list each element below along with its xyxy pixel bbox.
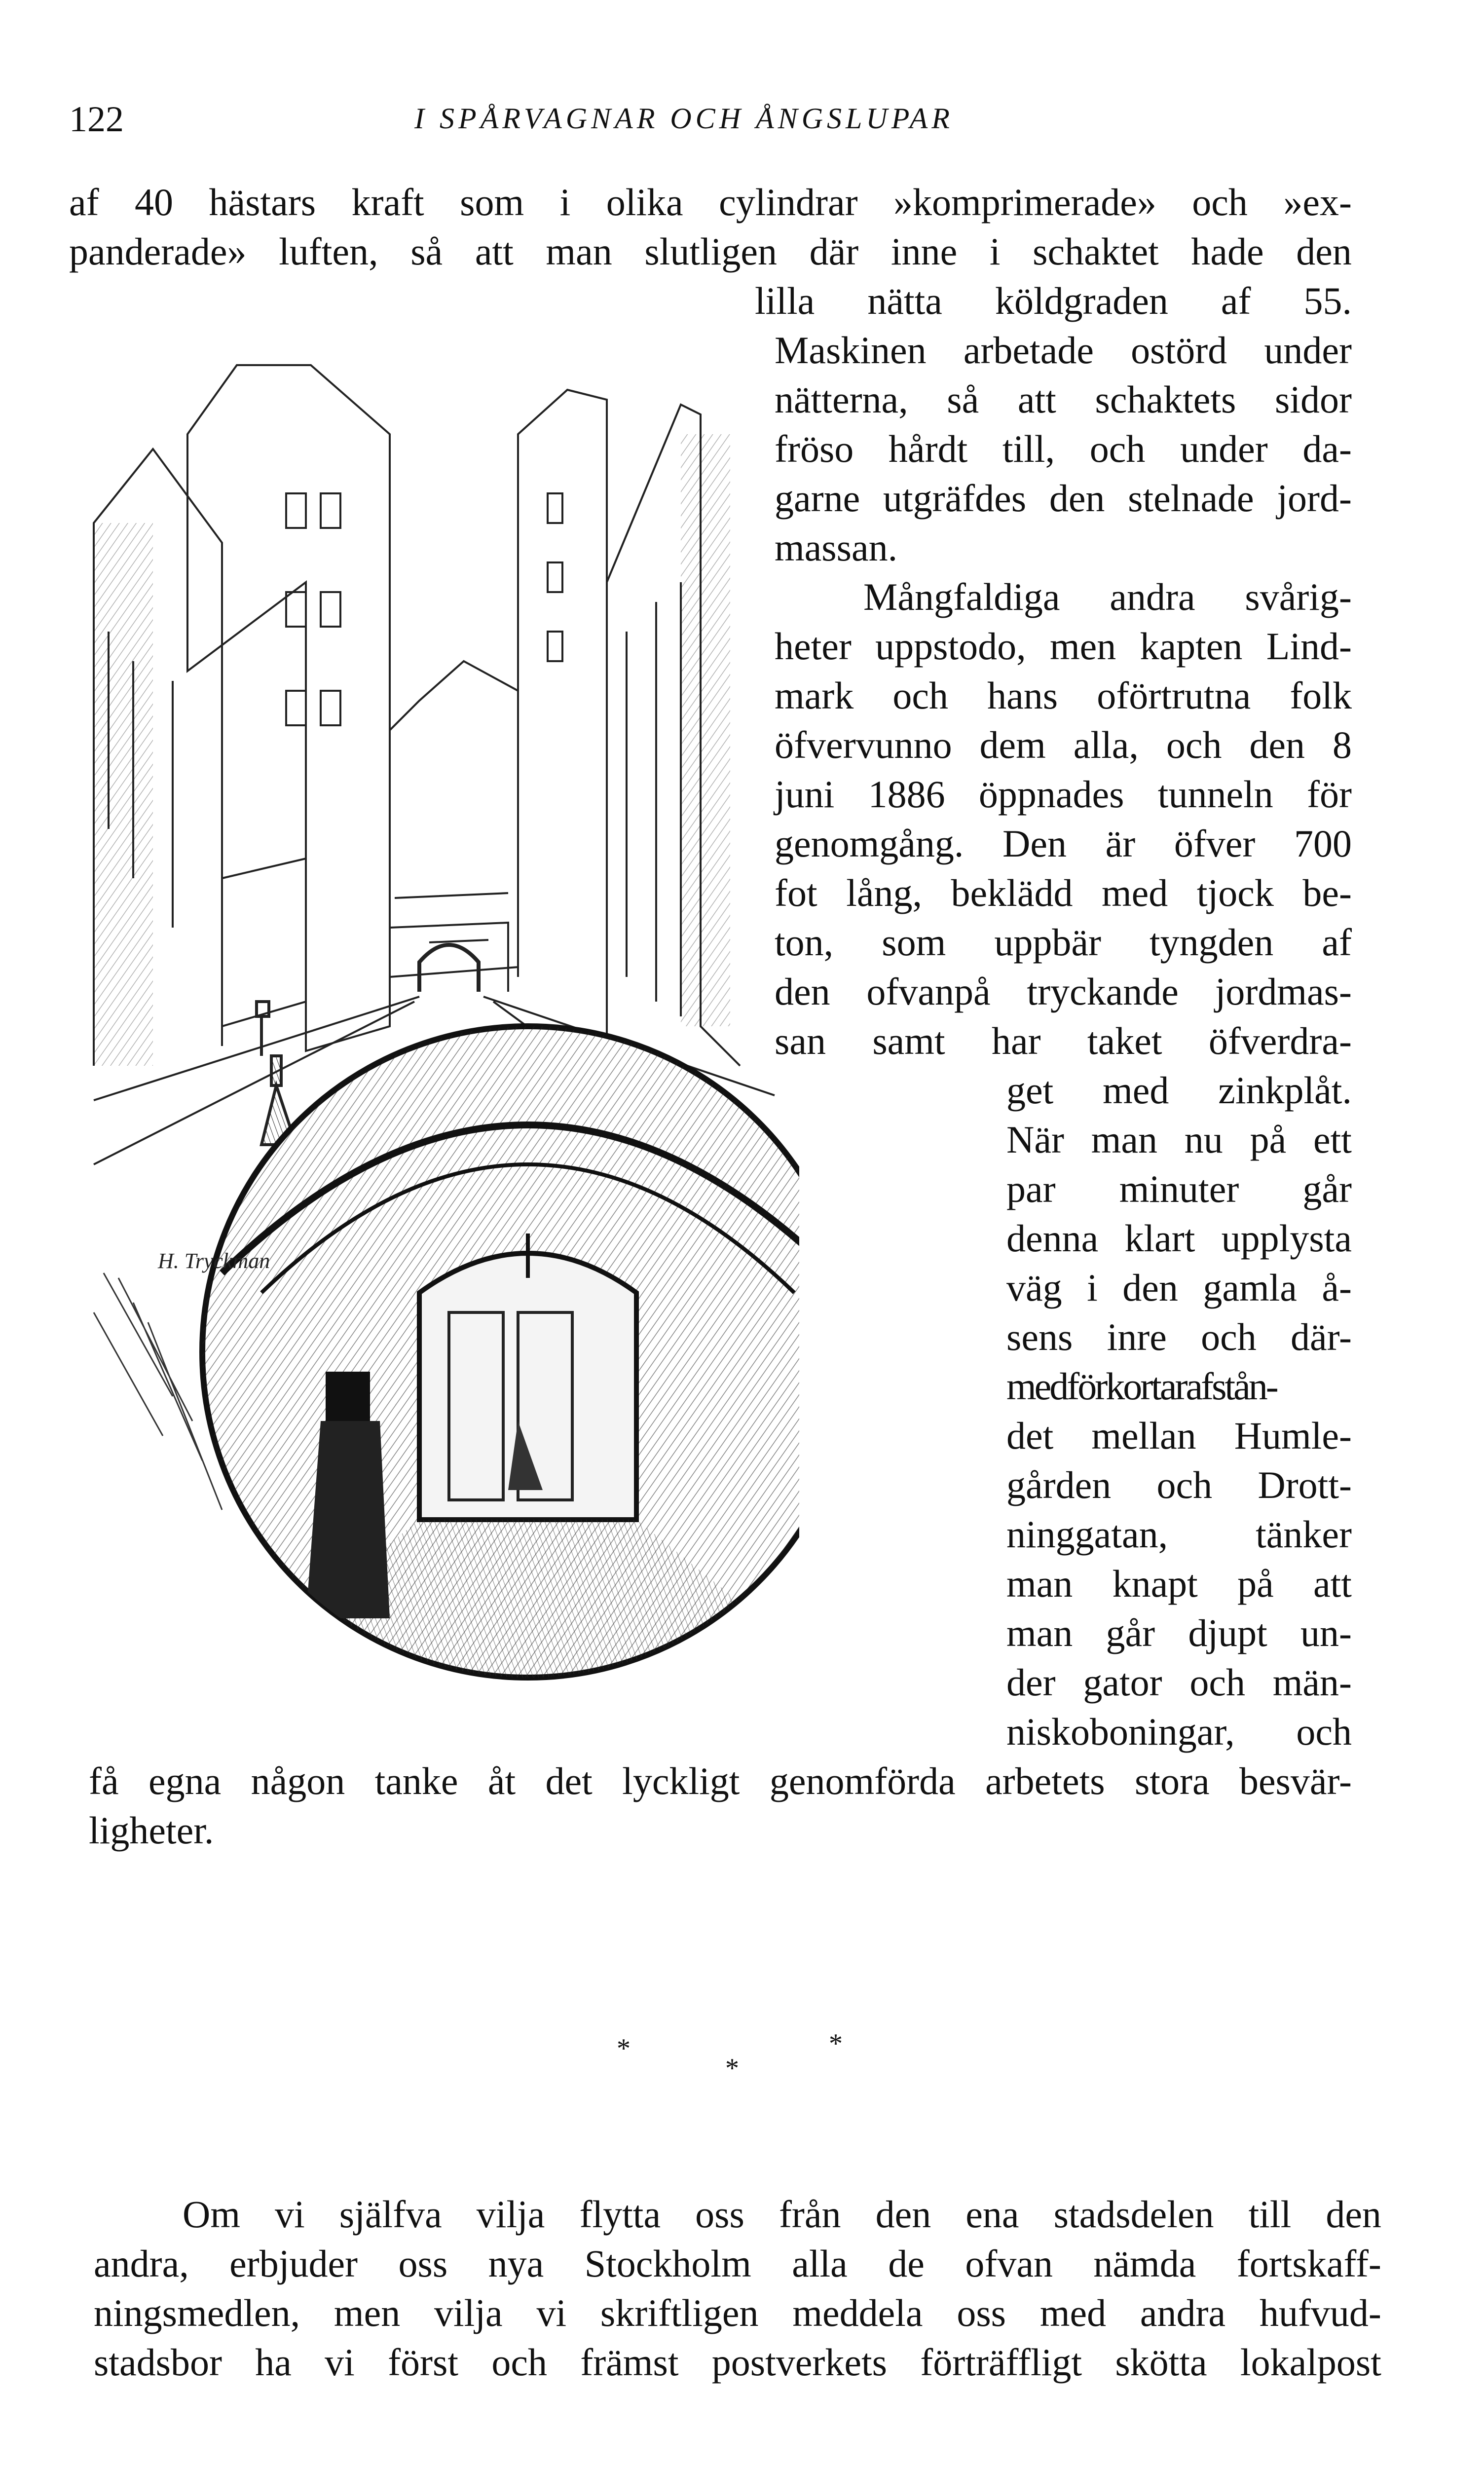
text-line: juni 1886 öppnades tunneln för — [775, 773, 1352, 816]
text-line: san samt har taket öfverdra- — [775, 1019, 1352, 1062]
text-line: medförkortarafstån- — [1006, 1365, 1277, 1408]
text-line: heter uppstodo, men kapten Lind- — [775, 625, 1352, 668]
page-header — [69, 99, 1415, 138]
text-line: garne utgräfdes den stelnade jord- — [775, 477, 1352, 520]
text-line: sens inre och där- — [1006, 1315, 1352, 1358]
text-line: get med zinkplåt. — [1006, 1069, 1352, 1112]
text-line: Maskinen arbetade ostörd under — [775, 329, 1352, 372]
text-line: Om vi själfva vilja flytta oss från den ena stadsdelen till den — [183, 2193, 1381, 2236]
tunnel-illustration — [74, 286, 799, 1776]
text-line: nätterna, så att schaktets sidor — [775, 378, 1352, 421]
text-line: Mångfaldiga andra svårig- — [863, 575, 1352, 618]
text-line: mark och hans oförtrutna folk — [775, 674, 1352, 717]
text-line: fröso hårdt till, och under da- — [775, 427, 1352, 470]
text-line: ton, som uppbär tyngden af — [775, 921, 1352, 964]
text-line: När man nu på ett — [1006, 1118, 1352, 1161]
text-line: stadsbor ha vi först och främst postverkets förträffligt skötta lokalpost — [94, 2341, 1381, 2384]
running-title: I SPÅRVAGNAR OCH ÅNGSLUPAR — [414, 102, 954, 135]
text-line: ligheter. — [89, 1809, 214, 1852]
text-line: lilla nätta köldgraden af 55. — [755, 279, 1352, 322]
text-line: ninggatan, tänker — [1006, 1513, 1352, 1556]
text-line: få egna någon tanke åt det lyckligt genomförda arbetets stora besvär- — [89, 1759, 1352, 1802]
text-line: af 40 hästars kraft som i olika cylindrar »komprimerade» och »ex- — [69, 181, 1352, 224]
page-number: 122 — [69, 99, 124, 140]
text-line: ningsmedlen, men vilja vi skriftligen meddela oss med andra hufvud- — [94, 2291, 1381, 2334]
text-line: fot lång, beklädd med tjock be- — [775, 871, 1352, 914]
text-line: den ofvanpå tryckande jordmas- — [775, 970, 1352, 1013]
text-line: man går djupt un- — [1006, 1611, 1352, 1654]
text-line: det mellan Humle- — [1006, 1414, 1352, 1457]
text-line: denna klart upplysta — [1006, 1217, 1352, 1260]
text-line: gården och Drott- — [1006, 1463, 1352, 1506]
text-line: niskoboningar, och — [1006, 1710, 1352, 1753]
separator-star: * — [829, 2028, 843, 2059]
text-line: massan. — [775, 526, 898, 569]
tunnel-vignette — [202, 1026, 799, 1678]
text-line: man knapt på att — [1006, 1562, 1352, 1605]
text-line: der gator och män- — [1006, 1661, 1352, 1704]
separator-star: * — [725, 2053, 739, 2084]
separator-star: * — [617, 2033, 631, 2064]
text-line: par minuter går — [1006, 1167, 1352, 1210]
text-line: panderade» luften, så att man slutligen där inne i schaktet hade den — [69, 230, 1352, 273]
text-line: andra, erbjuder oss nya Stockholm alla de ofvan nämda fortskaff- — [94, 2242, 1381, 2285]
text-line: väg i den gamla å- — [1006, 1266, 1352, 1309]
artist-signature: H. Tryckman — [158, 1249, 270, 1273]
text-line: öfvervunno dem alla, och den 8 — [775, 723, 1352, 766]
text-line: genomgång. Den är öfver 700 — [775, 822, 1352, 865]
